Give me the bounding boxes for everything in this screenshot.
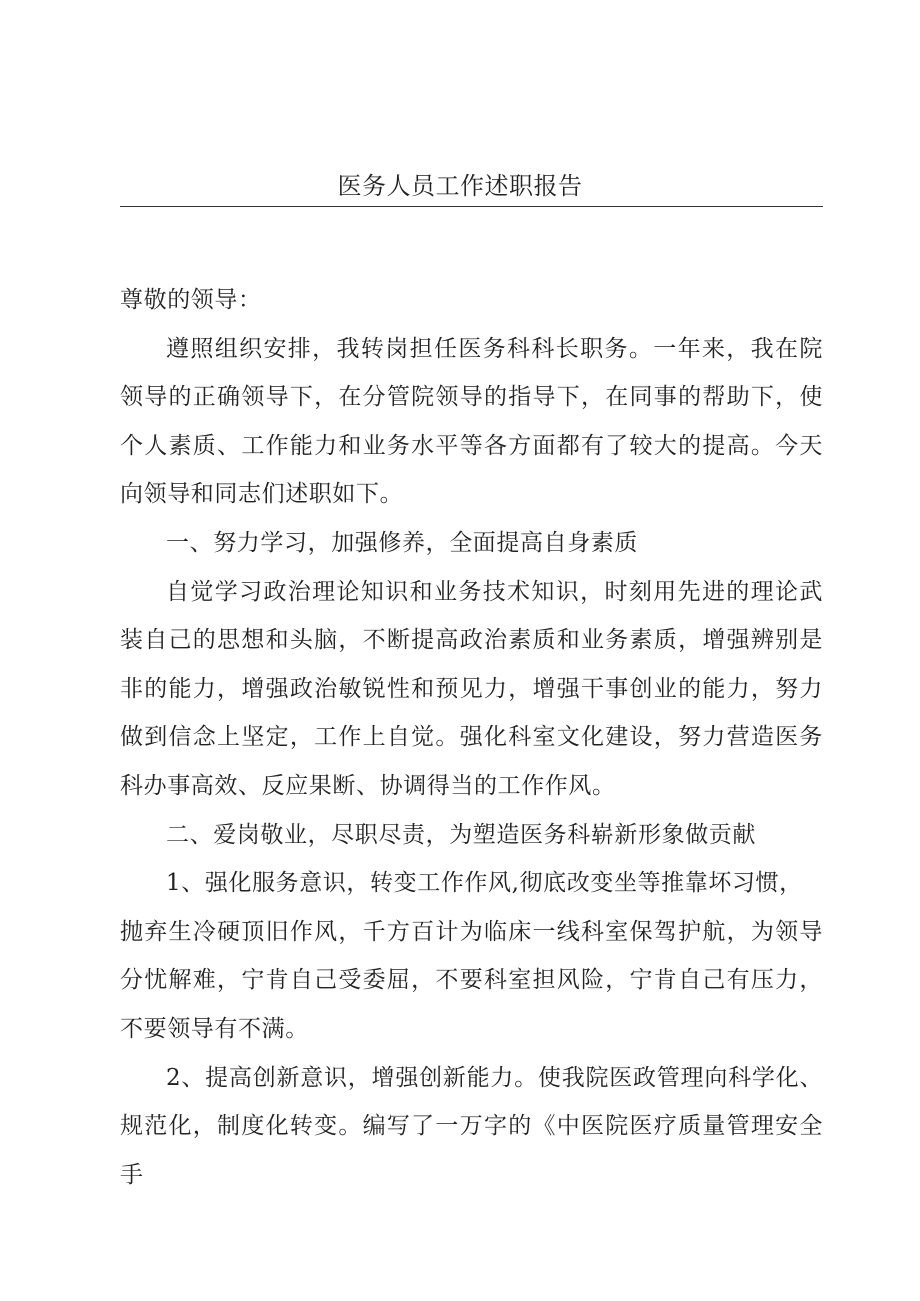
paragraph-study: 自觉学习政治理论知识和业务技术知识，时刻用先进的理论武装自己的思想和头脑，不断提高政治素质和业务素质，增强辨别是非的能力，增强政治敏锐性和预见力，增强干事创业的能力，努力做到信念上坚定，工作上自觉。强化科室文化建设，努力营造医务科办事高效、反应果断、协调得当的工作作风。: [120, 578, 823, 799]
document-body: [120, 276, 823, 1199]
title-underline: [120, 206, 823, 207]
document-title: 医务人员工作述职报告: [337, 172, 583, 200]
paragraph-intro: 遵照组织安排，我转岗担任医务科科长职务。一年来，我在院领导的正确领导下，在分管院领导的指导下，在同事的帮助下，使个人素质、工作能力和业务水平等各方面都有了较大的提高。今天向领导和同志们述职如下。: [120, 335, 823, 508]
paragraph-item-1-continued: 抛弃生冷硬顶旧作风，千方百计为临床一线科室保驾护航，为领导分忧解难，宁肯自己受委屈，不要科室担风险，宁肯自己有压力，不要领导有不满。: [120, 918, 823, 1042]
paragraph-item-1-line-1: 1、强化服务意识，转变工作作风,彻底改变坐等推靠坏习惯，: [166, 870, 803, 897]
section-heading-1: 一、努力学习，加强修养，全面提高自身素质: [166, 529, 638, 556]
paragraph-item-2: 2、提高创新意识，增强创新能力。使我院医政管理向科学化、规范化，制度化转变。编写了一万字的《中医院医疗质量管理安全手: [120, 1064, 823, 1188]
salutation: 尊敬的领导：: [120, 287, 262, 313]
section-heading-2: 二、爱岗敬业，尽职尽责，为塑造医务科崭新形象做贡献: [166, 821, 756, 848]
